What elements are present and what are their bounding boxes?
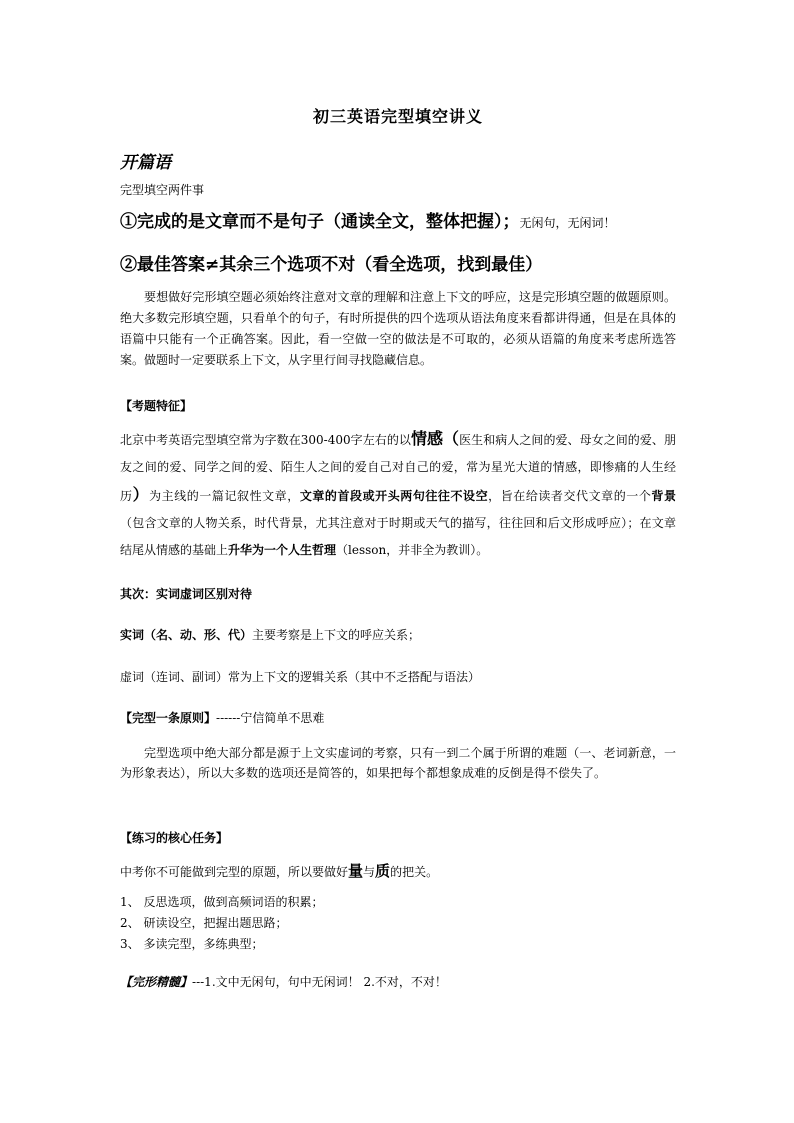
features-philosophy: 升华为一个人生哲理 [228, 543, 337, 557]
task-list [120, 892, 323, 955]
two-things-label: 完型填空两件事 [120, 183, 205, 197]
list-item: 2、 研读设空，把握出题思路； [120, 916, 288, 930]
section-heading: 开篇语 [120, 153, 171, 173]
features-text-1: 北京中考英语完型填空常为字数在300-400字左右的以 [120, 433, 411, 447]
principle-rest: ------宁信简单不思难 [216, 711, 325, 725]
features-background: 背景 [651, 489, 676, 503]
list-item: 1、 反思选项，做到高频词语的积累； [120, 895, 324, 909]
features-emotion: 情感（ [410, 429, 460, 448]
exam-quality-line [120, 860, 438, 881]
point-one-main: ①完成的是文章而不是句子（通读全文，整体把握）； [120, 212, 520, 232]
features-text-5: （包含文章的人物关系，时代背景，尤其注意对于时期或天气的描写，往往回和后文形成呼应）；在文章结尾从情感的基础上 [120, 516, 676, 557]
features-text-3: 为主线的一篇记叙性文章， [149, 489, 300, 503]
quality-text-2: 与 [363, 865, 376, 879]
quality-quantity: 量 [348, 862, 364, 880]
essence-rest: ---1.文中无闲句，句中无闲词！ 2.不对，不对！ [192, 975, 447, 989]
intro-paragraph: 要想做好完形填空题必须始终注意对文章的理解和注意上下文的呼应，这是完形填空题的做题原则。绝大多数完形填空题，只看单个的句子，有时所提供的四个选项从语法角度来看都讲得通，但是在具体的语篇中只能有一个正确答案。因此，看一空做一空的做法是不可取的，必须从语篇的角度来考虑所选答案。做题时一定要联系上下文，从字里行间寻找隐藏信息。 [120, 290, 676, 367]
list-item: 3、 多读完型，多练典型； [120, 937, 264, 951]
secondly-heading: 其次：实词虚词区别对待 [120, 587, 253, 601]
point-one [120, 207, 616, 232]
quality-text-3: 的把关。 [390, 865, 439, 879]
essence-bold: 【完形精髓】 [120, 975, 193, 989]
features-text-6: （lesson，并非全为教训）。 [336, 543, 489, 557]
exam-features-paragraph [120, 425, 676, 564]
principle-paragraph: 完型选项中绝大部分都是源于上文实虚词的考察，只有一到二个属于所谓的难题（一、老词新意，一为形象表达），所以大多数的选项还是简答的，如果把每个都想象成难的反倒是得不偿失了。 [120, 746, 676, 780]
essence-line [120, 973, 447, 990]
features-first-para: 文章的首段或开头两句往往不设空 [299, 489, 489, 503]
exam-features-heading: 【考题特征】 [120, 399, 193, 413]
features-text-4: ，旨在给读者交代文章的一个 [488, 489, 652, 503]
features-paren-close: ） [132, 485, 150, 504]
principle-line [120, 709, 324, 726]
content-words-line [120, 626, 420, 643]
quality-quality: 质 [375, 862, 391, 880]
document-title: 初三英语完型填空讲义 [312, 107, 483, 126]
point-one-tail: 无闲句，无闲词！ [519, 216, 616, 230]
quality-text-1: 中考你不可能做到完型的原题，所以要做好 [120, 865, 349, 879]
principle-bold: 【完型一条原则】 [120, 711, 217, 725]
core-task-heading: 【练习的核心任务】 [120, 831, 229, 845]
function-words-line: 虚词（连词、副词）常为上下文的逻辑关系（其中不乏搭配与语法） [120, 670, 481, 684]
content-words-rest: 主要考察是上下文的呼应关系； [252, 628, 421, 642]
point-two: ②最佳答案≠其余三个选项不对（看全选项，找到最佳） [120, 255, 543, 275]
features-text-2: 医生和病人之间的爱、母女之间的爱、朋友之间的爱、同学之间的爱、陌生人之间的爱自己对自己的爱，常为星光大道的情感，即惨痛的人生经历 [120, 433, 676, 503]
content-words-bold: 实词（名、动、形、代） [120, 628, 253, 642]
